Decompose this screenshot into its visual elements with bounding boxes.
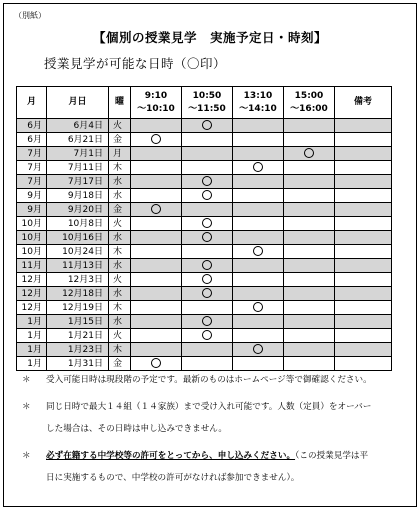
cell-period-4 [284,119,335,133]
cell-dow: 水 [109,189,131,203]
cell-date: 7月1日 [47,147,109,161]
available-circle-icon [253,246,263,256]
cell-date: 11月13日 [47,259,109,273]
cell-date: 12月3日 [47,273,109,287]
table-row [17,287,392,301]
cell-period-4 [284,273,335,287]
cell-period-3 [233,259,284,273]
cell-remarks [335,161,392,175]
cell-period-4 [284,175,335,189]
cell-dow: 火 [109,329,131,343]
available-circle-icon [202,288,212,298]
header-period-3: 13:10 ～14:10 [233,87,284,119]
cell-period-3 [233,147,284,161]
cell-dow: 木 [109,301,131,315]
notes-section [18,374,408,499]
available-circle-icon [202,120,212,130]
cell-period-2 [182,315,233,329]
cell-period-3 [233,315,284,329]
table-row [17,161,392,175]
available-circle-icon [151,204,161,214]
cell-remarks [335,189,392,203]
cell-period-3 [233,203,284,217]
cell-period-4 [284,343,335,357]
note-3 [18,450,408,485]
header-month: 月 [17,87,47,119]
cell-date: 1月15日 [47,315,109,329]
table-row [17,189,392,203]
cell-period-1 [131,343,182,357]
cell-period-2 [182,343,233,357]
table-row [17,273,392,287]
cell-date: 9月20日 [47,203,109,217]
cell-month: 12月 [17,287,47,301]
cell-period-2 [182,161,233,175]
available-circle-icon [202,190,212,200]
cell-period-3 [233,119,284,133]
cell-period-4 [284,203,335,217]
cell-period-2 [182,203,233,217]
cell-remarks [335,301,392,315]
cell-period-1 [131,315,182,329]
header-remarks: 備考 [335,87,392,119]
cell-dow: 木 [109,245,131,259]
note-3-line-1 [46,450,408,463]
cell-dow: 火 [109,119,131,133]
cell-period-3 [233,245,284,259]
cell-period-2 [182,175,233,189]
cell-period-3 [233,133,284,147]
cell-period-1 [131,259,182,273]
table-row [17,301,392,315]
note-2-line-2: した場合は、その日時は申し込みできません。 [46,424,227,434]
cell-dow: 水 [109,231,131,245]
cell-period-1 [131,231,182,245]
cell-period-2 [182,147,233,161]
cell-period-2 [182,287,233,301]
cell-remarks [335,133,392,147]
cell-period-4 [284,231,335,245]
table-row [17,245,392,259]
table-row [17,175,392,189]
cell-dow: 木 [109,161,131,175]
cell-date: 10月8日 [47,217,109,231]
cell-month: 10月 [17,217,47,231]
table-row [17,147,392,161]
cell-date: 9月18日 [47,189,109,203]
cell-period-4 [284,133,335,147]
cell-period-4 [284,357,335,371]
cell-period-1 [131,119,182,133]
cell-period-3 [233,175,284,189]
cell-date: 1月23日 [47,343,109,357]
cell-remarks [335,175,392,189]
cell-period-2 [182,273,233,287]
available-circle-icon [151,134,161,144]
cell-remarks [335,357,392,371]
cell-period-1 [131,147,182,161]
available-circle-icon [202,260,212,270]
table-row [17,119,392,133]
cell-month: 1月 [17,343,47,357]
cell-period-1 [131,189,182,203]
cell-period-3 [233,189,284,203]
cell-period-3 [233,357,284,371]
table-row [17,217,392,231]
cell-period-2 [182,231,233,245]
header-period-4: 15:00 ～16:00 [284,87,335,119]
cell-month: 12月 [17,273,47,287]
cell-period-2 [182,329,233,343]
available-circle-icon [151,358,161,368]
note-3-continuation: （この授業見学は平 [295,451,369,461]
cell-period-1 [131,217,182,231]
cell-period-2 [182,259,233,273]
cell-remarks [335,203,392,217]
cell-date: 7月17日 [47,175,109,189]
note-3-line-2: 日に実施するもので、中学校の許可がなければ参加できません）。 [46,473,300,483]
available-circle-icon [202,330,212,340]
cell-period-1 [131,203,182,217]
cell-remarks [335,315,392,329]
cell-period-4 [284,245,335,259]
cell-dow: 火 [109,273,131,287]
cell-month: 1月 [17,315,47,329]
cell-period-1 [131,287,182,301]
cell-month: 7月 [17,147,47,161]
cell-period-4 [284,329,335,343]
cell-remarks [335,329,392,343]
available-circle-icon [202,176,212,186]
cell-period-3 [233,343,284,357]
note-2 [18,401,408,436]
table-row [17,329,392,343]
table-row [17,357,392,371]
cell-period-4 [284,161,335,175]
available-circle-icon [202,274,212,284]
cell-period-2 [182,357,233,371]
cell-period-3 [233,301,284,315]
cell-period-3 [233,231,284,245]
table-row [17,259,392,273]
table-row [17,343,392,357]
cell-period-4 [284,259,335,273]
header-period-2: 10:50 ～11:50 [182,87,233,119]
cell-period-1 [131,175,182,189]
table-row [17,133,392,147]
cell-period-2 [182,301,233,315]
cell-period-3 [233,329,284,343]
cell-period-3 [233,287,284,301]
cell-date: 1月31日 [47,357,109,371]
cell-period-4 [284,315,335,329]
cell-month: 11月 [17,259,47,273]
page-title: 【個別の授業見学 実施予定日・時刻】 [92,30,327,45]
cell-month: 7月 [17,161,47,175]
cell-period-4 [284,287,335,301]
cell-dow: 月 [109,147,131,161]
cell-date: 12月18日 [47,287,109,301]
cell-date: 6月4日 [47,119,109,133]
cell-period-1 [131,161,182,175]
cell-period-4 [284,189,335,203]
cell-month: 6月 [17,119,47,133]
available-circle-icon [304,148,314,158]
cell-period-1 [131,329,182,343]
table-row [17,231,392,245]
schedule-table [16,86,392,371]
cell-date: 12月19日 [47,301,109,315]
cell-date: 10月24日 [47,245,109,259]
cell-date: 1月21日 [47,329,109,343]
cell-remarks [335,217,392,231]
cell-remarks [335,259,392,273]
asterisk-icon: ＊ [22,375,31,385]
cell-period-1 [131,301,182,315]
table-row [17,315,392,329]
cell-period-2 [182,217,233,231]
cell-dow: 金 [109,133,131,147]
available-circle-icon [202,218,212,228]
cell-dow: 水 [109,259,131,273]
cell-dow: 水 [109,287,131,301]
note-3-emphasis: 必ず在籍する中学校等の許可をとってから、申し込みください。 [46,451,296,461]
cell-dow: 火 [109,217,131,231]
cell-date: 6月21日 [47,133,109,147]
cell-period-1 [131,133,182,147]
cell-dow: 木 [109,343,131,357]
cell-period-4 [284,301,335,315]
cell-month: 10月 [17,231,47,245]
available-circle-icon [202,316,212,326]
cell-period-2 [182,189,233,203]
available-circle-icon [253,162,263,172]
cell-remarks [335,343,392,357]
cell-period-3 [233,217,284,231]
cell-month: 1月 [17,329,47,343]
schedule-table-body [17,119,392,371]
cell-period-2 [182,133,233,147]
table-row [17,203,392,217]
cell-month: 10月 [17,245,47,259]
page-subtitle: 授業見学が可能な日時（〇印） [44,56,227,71]
cell-date: 10月16日 [47,231,109,245]
note-2-line-1: 同じ日時で最大１４組（１４家族）まで受け入れ可能です。人数（定員）をオーバー [46,402,372,412]
document-page [3,3,417,507]
cell-remarks [335,273,392,287]
cell-remarks [335,119,392,133]
header-dow: 曜 [109,87,131,119]
cell-dow: 金 [109,203,131,217]
cell-period-3 [233,273,284,287]
cell-remarks [335,147,392,161]
table-header-row [17,87,392,119]
cell-dow: 水 [109,175,131,189]
asterisk-icon: ＊ [22,402,31,412]
cell-remarks [335,287,392,301]
cell-period-1 [131,273,182,287]
cell-period-3 [233,161,284,175]
note-1 [18,374,408,387]
cell-month: 9月 [17,203,47,217]
cell-dow: 水 [109,315,131,329]
available-circle-icon [202,232,212,242]
cell-period-2 [182,119,233,133]
cell-period-4 [284,147,335,161]
cell-dow: 金 [109,357,131,371]
note-1-text: 受入可能日時は現段階の予定です。最新のものはホームページ等で御確認ください。 [46,375,372,385]
cell-period-1 [131,357,182,371]
cell-month: 6月 [17,133,47,147]
annex-label: （別紙） [14,11,46,20]
cell-remarks [335,245,392,259]
cell-period-2 [182,245,233,259]
available-circle-icon [253,302,263,312]
asterisk-icon: ＊ [22,451,31,461]
header-period-1: 9:10 ～10:10 [131,87,182,119]
cell-month: 12月 [17,301,47,315]
cell-month: 7月 [17,175,47,189]
cell-month: 1月 [17,357,47,371]
cell-date: 7月11日 [47,161,109,175]
cell-month: 9月 [17,189,47,203]
cell-period-4 [284,217,335,231]
header-date: 月日 [47,87,109,119]
available-circle-icon [253,344,263,354]
cell-remarks [335,231,392,245]
cell-period-1 [131,245,182,259]
